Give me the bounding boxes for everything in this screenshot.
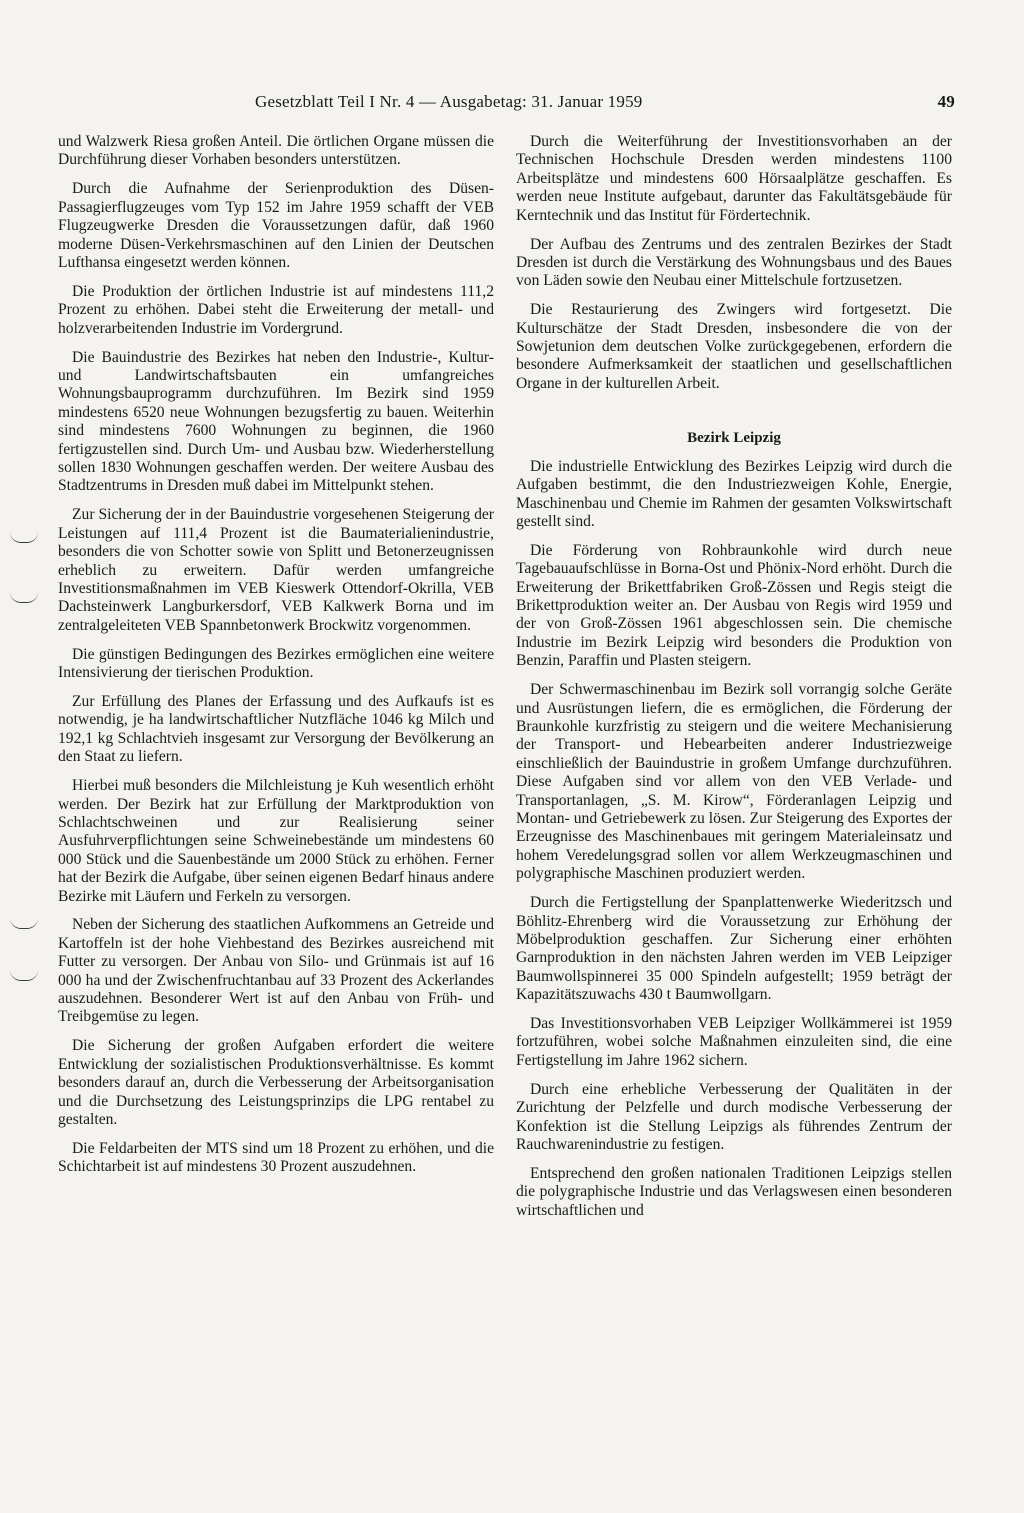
page-header-title: Gesetzblatt Teil I Nr. 4 — Ausgabetag: 31. Januar 1959 [255, 92, 643, 111]
margin-pencil-mark [10, 918, 38, 929]
paragraph: Die Restaurierung des Zwingers wird fortgesetzt. Die Kulturschätze der Stadt Dresden, insbesondere die von der Sowjetunion dem deutschen Volke zurückgegebenen, erfordern die besondere Aufmerksamkeit der staatlichen und gesellschaftlichen Organe in der kulturellen Arbeit. [516, 301, 952, 392]
page-number: 49 [937, 92, 955, 111]
paragraph: Die Bauindustrie des Bezirkes hat neben den Industrie-, Kultur- und Landwirtschaftsbauten ein umfangreiches Wohnungsbauprogramm durchzuführen. Im Bezirk sind 1959 mindestens 6520 neue Wohnungen bezugsfertig zu bauen. Weiterhin sind mindestens 7600 Wohnungen zu beginnen, die 1960 fertigzustellen sind. Durch Um- und Ausbau bzw. Wiederherstellung sollen 1830 Wohnungen geschaffen werden. Der weitere Ausbau des Stadtzentrums in Dresden muß dabei im Mittelpunkt stehen. [58, 348, 494, 495]
margin-pencil-mark [10, 970, 38, 981]
paragraph: Die industrielle Entwicklung des Bezirkes Leipzig wird durch die Aufgaben bestimmt, die den Industriezweigen Kohle, Energie, Maschinenbau und Chemie im Rahmen der gesamten Volkswirtschaft gestellt sind. [516, 457, 952, 530]
paragraph: Neben der Sicherung des staatlichen Aufkommens an Getreide und Kartoffeln ist der hohe Viehbestand des Bezirkes ausreichend mit Futter zu versorgen. Der Anbau von Silo- und Grünmais ist auf 16 000 ha und der Zwischenfruchtanbau auf 33 Prozent des Ackerlandes auszudehnen. Besonderer Wert ist auf den Anbau von Früh- und Treibgemüse zu legen. [58, 916, 494, 1026]
paragraph: Die Sicherung der großen Aufgaben erfordert die weitere Entwicklung der sozialistischen Produktionsverhältnisse. Es kommt besonders darauf an, durch die Verbesserung der Arbeitsorganisation und die Durchsetzung des Leistungsprinzips die LPG rentabel zu gestalten. [58, 1037, 494, 1128]
margin-pencil-mark [10, 532, 38, 543]
paragraph: Entsprechend den großen nationalen Traditionen Leipzigs stellen die polygraphische Industrie und das Verlagswesen einen besonderen wirtschaftlichen und [516, 1164, 952, 1219]
paragraph: und Walzwerk Riesa großen Anteil. Die örtlichen Organe müssen die Durchführung dieser Vorhaben besonders unterstützen. [58, 133, 494, 169]
section-heading: Bezirk Leipzig [687, 430, 781, 447]
paragraph: Durch die Weiterführung der Investitionsvorhaben an der Technischen Hochschule Dresden werden mindestens 1100 Arbeitsplätze und mindestens 600 Hörsaalplätze geschaffen. Es werden neue Institute aufgebaut, darunter das Fakultätsgebäude für Kerntechnik und das Institut für Fördertechnik. [516, 133, 952, 224]
paragraph: Das Investitionsvorhaben VEB Leipziger Wollkämmerei ist 1959 fortzuführen, wobei solche Maßnahmen einzuleiten sind, die eine Fertigstellung im Jahre 1962 sichern. [516, 1015, 952, 1069]
right-column [516, 133, 952, 1231]
paragraph: Die Förderung von Rohbraunkohle wird durch neue Tagebauaufschlüsse in Borna-Ost und Phönix-Nord erhöht. Durch die Erweiterung der Brikettfabriken Groß-Zössen und Regis steigt die Brikettproduktion weiter an. Der Ausbau von Regis wird 1959 und der von Groß-Zössen 1961 abgeschlossen sein. Die chemische Industrie im Bezirk Leipzig wird besonders die Produktion von Benzin, Paraffin und Plasten steigern. [516, 541, 952, 670]
paragraph: Der Schwermaschinenbau im Bezirk soll vorrangig solche Geräte und Ausrüstungen liefern, die es ermöglichen, die Förderung der Braunkohle kurzfristig zu steigern und die weitere Mechanisierung der Transport- und Hebearbeiten anderer Industriezweige einschließlich der Bauindustrie in großem Umfange durchzuführen. Diese Aufgaben sind vor allem von den VEB Verlade- und Transportanlagen, „S. M. Kirow“, Förderanlagen Leipzig und Montan- und Getriebewerk zu lösen. Zur Steigerung des Exportes der Erzeugnisse des Maschinenbaues mit geringem Materialeinsatz und hohem Veredelungsgrad sollen vor allem Werkzeugmaschinen und polygraphische Maschinen produziert werden. [516, 681, 952, 883]
left-column [58, 133, 494, 1187]
paragraph: Die günstigen Bedingungen des Bezirkes ermöglichen eine weitere Intensivierung der tierischen Produktion. [58, 645, 494, 682]
paragraph: Hierbei muß besonders die Milchleistung je Kuh wesentlich erhöht werden. Der Bezirk hat zur Erfüllung der Marktproduktion von Schlachtschweinen und zur Realisierung seiner Ausfuhrverpflichtungen seine Schweinebestände um mindestens 60 000 Stück und die Sauenbestände um 2000 Stück zu erhöhen. Ferner hat der Bezirk die Aufgabe, über seinen eigenen Bedarf hinaus andere Bezirke mit Läufern und Ferkeln zu versorgen. [58, 777, 495, 905]
paragraph: Die Produktion der örtlichen Industrie ist auf mindestens 111,2 Prozent zu erhöhen. Dabei steht die Erweiterung der metall- und holzverarbeitenden Industrie im Vordergrund. [58, 282, 494, 337]
paragraph: Der Aufbau des Zentrums und des zentralen Bezirkes der Stadt Dresden ist durch die Verstärkung des Wohnungsbaus und des Baues von Läden sowie den Neubau einer Mittelschule fortzusetzen. [516, 235, 952, 290]
paragraph: Zur Sicherung der in der Bauindustrie vorgesehenen Steigerung der Leistungen auf 111,4 Prozent ist die Baumaterialienindustrie, besonders die von Schotter sowie von Splitt und Betonerzeugnissen erheblich zu erweitern. Dafür werden umfangreiche Investitionsmaßnahmen im VEB Kieswerk Ottendorf-Okrilla, VEB Dachsteinwerk Langburkersdorf, VEB Kalkwerk Borna und im zentralgeleiteten VEB Spannbetonwerk Brockwitz vorgenommen. [58, 506, 494, 634]
margin-pencil-mark [10, 592, 38, 603]
paragraph: Durch eine erhebliche Verbesserung der Qualitäten in der Zurichtung der Pelzfelle und durch modische Verbesserung der Konfektion ist die Stellung Leipzigs als führendes Zentrum der Rauchwarenindustrie zu festigen. [516, 1080, 952, 1153]
paragraph: Durch die Aufnahme der Serienproduktion des Düsen-Passagierflugzeuges vom Typ 152 im Jahre 1959 schafft der VEB Flugzeugwerke Dresden die Voraussetzungen dafür, daß 1960 moderne Düsen-Verkehrsmaschinen auf den Linien der Deutschen Lufthansa eingesetzt werden können. [58, 180, 494, 271]
paragraph: Durch die Fertigstellung der Spanplattenwerke Wiederitzsch und Böhlitz-Ehrenberg wird die Voraussetzung zur Erhöhung der Möbelproduktion geschaffen. Zur Sicherung einer erhöhten Garnproduktion in den nächsten Jahren werden im VEB Leipziger Baumwollspinnerei 35 000 Spindeln aufgestellt; 1959 beträgt der Kapazitätszuwachs 430 t Baumwollgarn. [516, 894, 952, 1004]
paragraph: Zur Erfüllung des Planes der Erfassung und des Aufkaufs ist es notwendig, je ha landwirtschaftlicher Nutzfläche 1046 kg Milch und 192,1 kg Schlachtvieh insgesamt zur Versorgung der Bevölkerung an den Staat zu liefern. [58, 692, 494, 766]
paragraph: Die Feldarbeiten der MTS sind um 18 Prozent zu erhöhen, und die Schichtarbeit ist auf mindestens 30 Prozent auszudehnen. [58, 1139, 494, 1176]
running-head [255, 92, 955, 112]
